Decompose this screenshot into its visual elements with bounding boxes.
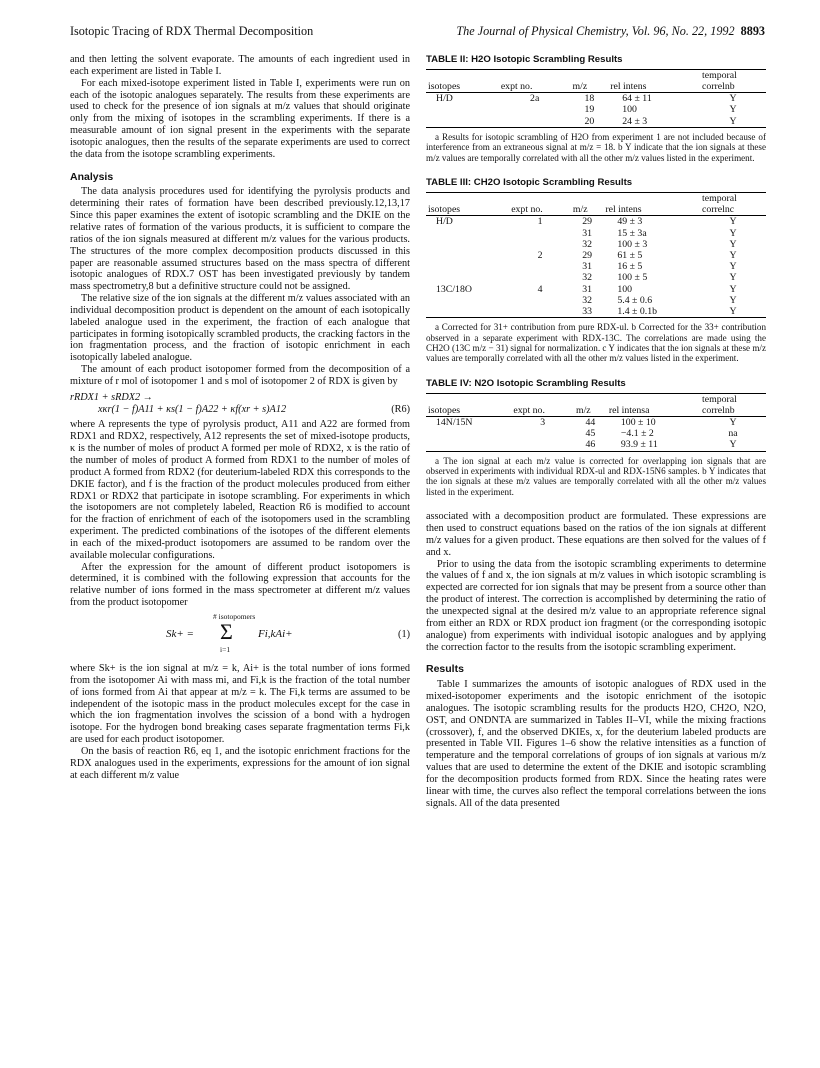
table-cell: Y [700, 306, 766, 318]
table-row [426, 439, 766, 451]
table-cell: 100 [617, 283, 633, 295]
table-title: TABLE IV: N2O Isotopic Scrambling Results [426, 377, 626, 389]
table-cell: 64 ± 11 [622, 93, 652, 105]
table-cell: 19 [584, 104, 595, 116]
column-header: rel intens [603, 192, 700, 215]
table-cell: Y [729, 93, 737, 105]
sigma-symbol: Σ [220, 618, 233, 644]
paragraph: After the expression for the amount of different product isotopomers is determined, it is combined with the following expression that accounts for the relative number of ions formed in the mass spectrometer at different m/z values from the product isotopomer [70, 561, 410, 609]
table-row [426, 428, 766, 439]
table-cell: 100 ± 5 [617, 272, 648, 284]
table-cell [426, 272, 509, 283]
table-row [426, 239, 766, 250]
column-header: m/z [574, 393, 607, 416]
column-header: isotopes [426, 69, 499, 92]
table-cell: 33 [571, 306, 603, 318]
equation-line: rRDX1 + sRDX2 → [70, 391, 153, 403]
table-cell: H/D [436, 216, 453, 228]
table-cell: 32 [582, 272, 593, 284]
table-cell: 31 [582, 227, 593, 239]
table-cell: Y [729, 294, 737, 306]
table-cell [499, 116, 571, 128]
table-cell: 14N/15N [436, 417, 473, 429]
table-row [426, 272, 766, 283]
table-cell [426, 295, 509, 306]
table-cell: Y [729, 104, 737, 116]
right-column [426, 54, 766, 810]
table-row [426, 250, 766, 261]
table-cell: 2 [537, 249, 543, 261]
table-row [426, 295, 766, 306]
table-ii [426, 54, 766, 163]
table-cell [426, 239, 509, 250]
table-cell [499, 104, 571, 115]
paragraph: On the basis of reaction R6, eq 1, and the isotopic enrichment fractions for the RDX analogues used in the experiments, expressions for the amount of ion signal at each different m/z value [70, 745, 410, 781]
table-cell: Y [729, 261, 737, 273]
paragraph: associated with a decomposition product are formulated. These expressions are then used to construct equations based on the ratios of the ion signals at different m/z values for a given product. These equations are then solved for the values of f and x. [426, 511, 766, 558]
table-row [426, 104, 766, 115]
table-cell: 3 [540, 417, 546, 429]
table-cell: 32 [582, 238, 593, 250]
table-cell [509, 228, 571, 239]
table-cell: Y [729, 417, 737, 429]
paragraph: Table I summarizes the amounts of isotopic analogues of RDX used in the mixed-isotopomer experiments and the isotopic enrichment of the isotopic analogues. The isotopic scrambling results for the products H2O, CH2O, N2O, OST, and ONDNTA are summarized in Tables II–VI, while the mixing fractions (crossover), f, and the observed DKIEs, x, for the deuterium labeled products are presented in Table VII. Figures 1–6 show the relative intensities as a function of temperature and the temporal correlations of groups of ion signals at various m/z values that are used to determine the extent of the DKIE and isotopic scrambling for the decomposition products formed from RDX. Since the heating rates were linear with time, the curves also reflect the temporal correlations between the ions signals. All of the data presented [426, 679, 766, 809]
table-cell [426, 116, 499, 128]
paragraph: The relative size of the ion signals at the different m/z values associated with an individual decomposition product is dependent on the amount of each isotopically labeled analogue used in the experiment, the fraction of each analogue that participates in forming isotopically scrambled products, the cracking factors in the ion fragmentation process, and the fraction of isotopic enrichment in each isotopically labeled analogue. [70, 293, 410, 364]
table-cell: 100 ± 3 [617, 238, 648, 250]
table-footnote: a The ion signal at each m/z value is corrected for overlapping ion signals that are observed in experiments with individual RDX-ul and RDX-15N6 samples. b Y indicates that the ion signals at these m/z values are temporally correlated with all the other m/z values listed in the experiment. [426, 455, 766, 497]
column-header: expt no. [511, 393, 574, 416]
table-cell: Y [729, 272, 737, 284]
table-cell: 20 [571, 116, 609, 128]
sum-lower-limit: i=1 [220, 644, 231, 654]
reaction-equation-r6 [70, 392, 410, 416]
table-cell [426, 428, 511, 439]
column-header: rel intens [608, 69, 700, 92]
section-heading-analysis: Analysis [70, 170, 114, 183]
table-title: TABLE II: H2O Isotopic Scrambling Results [426, 54, 623, 65]
table-row [426, 417, 766, 429]
table-cell: 13C/18O [436, 283, 472, 295]
table-cell: 16 ± 5 [617, 261, 643, 273]
table-cell: 45 [585, 428, 596, 440]
summation-equation-1 [70, 611, 410, 657]
table-cell: 5.4 ± 0.6 [617, 294, 653, 306]
table-footnote: a Corrected for 31+ contribution from pure RDX-ul. b Corrected for the 33+ contribution observed in a separate experiment with RDX-13C. The correlations are made using the CH2O (13C m/z − 31) signal for normalization. c Y indicates that the ion signals at these m/z values are temporally correlated with all the other m/z values listed in the experiment. [426, 322, 766, 364]
table-row [426, 284, 766, 295]
column-header: temporal correlnc [700, 192, 766, 215]
paragraph: where Sk+ is the ion signal at m/z = k, Ai+ is the total number of ions formed from the isotopomer Ai with mass mi, and Fi,k is the fraction of the total number of ions formed from Ai that appear at m/z = k. The Fi,k terms are assumed to be independent of the isotopic mass in the product molecules except for the case in which the ion fragmentation involves the scission of a bond with a hydrogen isotope. For the hydrogen bond breaking cases separate fragmentation terms Fi,k are used for each product isotopomer. [70, 662, 410, 746]
column-header: temporal correlnb [700, 393, 766, 416]
table-cell: 29 [582, 216, 593, 228]
table-title: TABLE III: CH2O Isotopic Scrambling Results [426, 177, 633, 189]
column-header: isotopes [426, 192, 509, 215]
table-cell: 46 [574, 439, 607, 451]
table-cell [511, 428, 574, 439]
table-cell [509, 272, 571, 283]
table-cell [426, 104, 499, 115]
equation-body: xκr(1 − f)A11 + κs(1 − f)A22 + κf(xr + s)A12 [98, 403, 287, 415]
table-row [426, 228, 766, 239]
running-header [70, 24, 765, 42]
table-cell: 31 [582, 283, 593, 295]
table-cell: 100 ± 10 [620, 417, 656, 429]
table-cell: 44 [585, 417, 596, 429]
column-header: expt no. [509, 192, 571, 215]
data-table [426, 192, 766, 318]
sum-rhs: Fi,kAi+ [258, 627, 293, 640]
table-row [426, 93, 766, 105]
table-cell [426, 439, 511, 451]
table-cell [509, 261, 571, 272]
data-table [426, 69, 766, 128]
table-cell: Y [729, 227, 737, 239]
column-header: m/z [571, 69, 609, 92]
data-table [426, 393, 766, 452]
table-row [426, 116, 766, 128]
table-row [426, 216, 766, 228]
paragraph: where A represents the type of pyrolysis product, A11 and A22 are formed from RDX1 and RDX2, respectively, A12 represents the set of mixed-isotope products, κ is the number of moles of product A formed per mole of RDX2, x is the ratio of the number of moles of product A formed from RDX1 to the number of moles of product A formed from RDX2 (for deuterium-labeled RDX this corresponds to the DKIE factor), and f is the fraction of the product molecules produced from either RDX1 or RDX2 that participate in isotope scrambling. For experiments in which the isotopomers are not completely labeled, Reaction R6 is modified to account for the fraction of enrichment of each of the isotopomers used in the scrambling experiment. The predicted combinations of the isotopes of the different elements in each of the mixed-product isotopomers are assumed to be random over the available molecular configurations. [70, 419, 410, 561]
table-cell: −4.1 ± 2 [620, 428, 654, 440]
sum-lhs: Sk+ = [166, 627, 194, 640]
table-cell: 29 [582, 249, 593, 261]
paragraph: The data analysis procedures used for identifying the pyrolysis products and determining their rates of formation have been described previously.12,13,17 Since this paper examines the extent of isotopic scrambling and the DKIE on the relative rates of formation of the various products, it is sufficient to compare the ratios of the ion signals measured at different m/z values for the various products. The structures of the more complex decomposition products discussed in this paper are reasonable assumed structures based on the mass spectra of different isotopic analogues of RDX.7 OST has been investigated previously by tandem mass spectrometry,8 but a definitive structure could not be assigned. [70, 186, 410, 293]
table-cell: 24 ± 3 [608, 116, 700, 128]
table-cell: 18 [584, 93, 595, 105]
table-cell: 49 ± 3 [617, 216, 643, 228]
table-cell [426, 261, 509, 272]
section-heading-results: Results [426, 663, 464, 676]
paragraph: The amount of each product isotopomer formed from the decomposition of a mixture of r mol of isotopomer 1 and s mol of isotopomer 2 of RDX is given by [70, 364, 410, 387]
table-cell: H/D [436, 93, 453, 105]
table-cell: Y [729, 283, 737, 295]
paragraph: Prior to using the data from the isotopic scrambling experiments to determine the values of f and x, the ion signals at m/z values in which isotopic scrambling is expected are corrected for ion signals that may be present from a source other than the product of interest. The correction is accomplished by determining the ratio of the unexpected signal at the desired m/z value to an appropriate reference signal from either an RDX or RDX product ion fragment (or the corresponding isotopic analogue) from experiments with individual isotopic analogues and by applying the correction factor to the results from the isotopic scrambling experiment. [426, 558, 766, 653]
table-footnote: a Results for isotopic scrambling of H2O from experiment 1 are not included because of interference from an extraneous signal at m/z = 18. b Y indicate that the ion signals at these m/z values are temporally correlated with all the other m/z values listed in the experiment. [426, 131, 766, 163]
table-cell: 4 [537, 283, 543, 295]
table-cell: 93.9 ± 11 [607, 439, 700, 451]
paragraph: and then letting the solvent evaporate. The amounts of each ingredient used in each experiment are listed in Table I. [70, 54, 410, 77]
table-iv [426, 378, 766, 497]
column-header: expt no. [499, 69, 571, 92]
table-cell: 31 [582, 261, 593, 273]
table-iii [426, 177, 766, 364]
table-cell [511, 439, 574, 451]
equation-number: (R6) [391, 403, 410, 415]
column-header: temporal correlnb [700, 69, 766, 92]
page-number: 8893 [740, 24, 765, 38]
table-cell: 2a [530, 93, 540, 105]
table-cell: 1.4 ± 0.1b [603, 306, 700, 318]
left-column [70, 54, 410, 781]
table-row [426, 261, 766, 272]
table-cell [426, 228, 509, 239]
table-cell: Y [700, 439, 766, 451]
table-cell [509, 295, 571, 306]
table-cell: na [728, 428, 738, 440]
table-cell: 1 [537, 216, 543, 228]
table-cell: Y [729, 216, 737, 228]
equation-number: (1) [398, 628, 410, 640]
journal-page [70, 24, 765, 1054]
table-cell: 32 [582, 294, 593, 306]
table-cell: Y [729, 249, 737, 261]
column-header: m/z [571, 192, 603, 215]
table-cell [509, 239, 571, 250]
table-cell: 100 [622, 104, 637, 116]
table-cell: Y [729, 238, 737, 250]
table-cell [426, 250, 509, 261]
table-cell: Y [700, 116, 766, 128]
equation-line [70, 404, 410, 416]
table-cell [509, 306, 571, 318]
header-right-journal [456, 24, 765, 39]
table-cell: 61 ± 5 [617, 249, 643, 261]
table-cell: 15 ± 3a [617, 227, 647, 239]
column-header: rel intensa [607, 393, 700, 416]
column-header: isotopes [426, 393, 511, 416]
table-row [426, 306, 766, 318]
sum-upper-limit: # isotopomers [213, 611, 256, 621]
header-left-title: Isotopic Tracing of RDX Thermal Decomposition [70, 24, 314, 38]
paragraph: For each mixed-isotope experiment listed in Table I, experiments were run on each of the isotopic analogues separately. The results from these experiments are used to check for the presence of ion signals at m/z values that should originate only from the mixing of isotopes in the scrambling experiments. If there is a measurable amount of ion signal present in the experiments with the separate isotopic analogues, then the results of the separate experiments are used to correct the data from the isotope scrambling experiments. [70, 77, 410, 160]
table-cell [426, 306, 509, 318]
journal-citation: The Journal of Physical Chemistry, Vol. 96, No. 22, 1992 [456, 24, 735, 38]
